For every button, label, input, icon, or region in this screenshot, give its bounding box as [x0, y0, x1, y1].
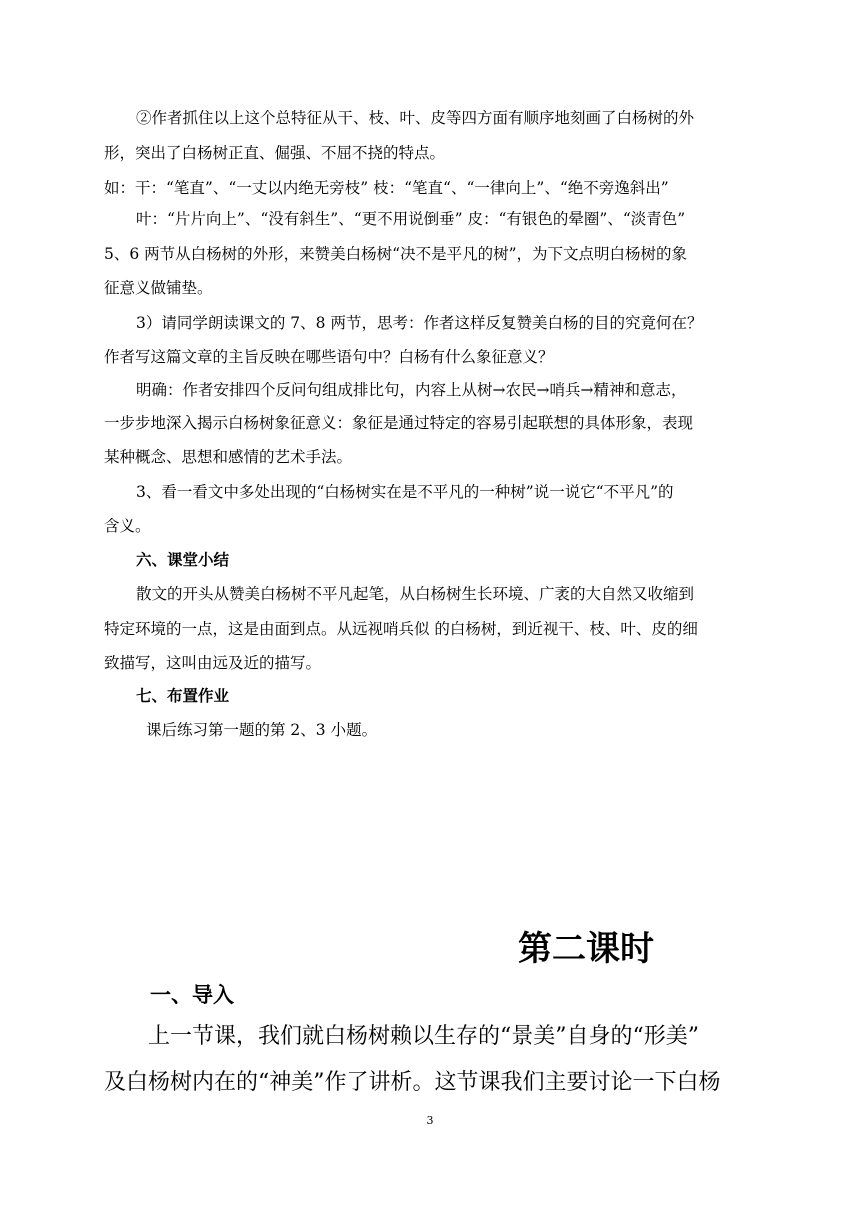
section-heading-summary: 六、课堂小结 — [136, 551, 230, 569]
paragraph-line: 一步步地深入揭示白杨树象征意义：象征是通过特定的容易引起联想的具体形象，表现 — [104, 414, 694, 432]
paragraph-line: 形，突出了白杨树正直、倔强、不屈不挠的特点。 — [104, 144, 446, 162]
lesson-title: 第二课时 — [518, 929, 654, 969]
paragraph-line: 及白杨树内在的“神美”作了讲析。这节课我们主要讨论一下白杨 — [104, 1070, 721, 1095]
paragraph-line: 散文的开头从赞美白杨树不平凡起笔，从白杨树生长环境、广袤的大自然又收缩到 — [136, 585, 695, 603]
paragraph-line: 3、看一看文中多处出现的“白杨树实在是不平凡的一种树”说一说它“不平凡”的 — [136, 483, 674, 501]
paragraph-line: 上一节课，我们就白杨树赖以生存的“景美”自身的“形美” — [148, 1024, 699, 1049]
paragraph-line: ②作者抓住以上这个总特征从干、枝、叶、皮等四方面有顺序地刻画了白杨树的外 — [136, 109, 695, 127]
paragraph-line: 如：干：“笔直”、“一丈以内绝无旁枝” 枝：“笔直“、“一律向上”、“绝不旁逸斜出” — [104, 179, 669, 197]
paragraph-line: 课后练习第一题的第 2、3 小题。 — [146, 721, 378, 739]
paragraph-line: 5、6 两节从白杨树的外形，来赞美白杨树“决不是平凡的树”，为下文点明白杨树的象 — [104, 245, 688, 263]
paragraph-line: 致描写，这叫由远及近的描写。 — [104, 654, 322, 672]
paragraph-line: 某种概念、思想和感情的艺术手法。 — [104, 448, 353, 466]
paragraph-line: 3）请同学朗读课文的 7、8 两节，思考：作者这样反复赞美白杨的目的究竟何在？ — [136, 314, 703, 332]
paragraph-line: 叶：“片片向上”、“没有斜生”、“更不用说倒垂” 皮：“有银色的晕圈”、“淡青色” — [136, 210, 686, 228]
section-heading-homework: 七、布置作业 — [136, 687, 230, 705]
page-number: 3 — [426, 1114, 434, 1127]
paragraph-line: 明确：作者安排四个反问句组成排比句，内容上从树→农民→哨兵→精神和意志， — [136, 381, 687, 399]
paragraph-line: 特定环境的一点，这是由面到点。从远视哨兵似 的白杨树，到近视干、枝、叶、皮的细 — [104, 620, 698, 638]
paragraph-line: 作者写这篇文章的主旨反映在哪些语句中？白杨有什么象征意义？ — [104, 348, 554, 366]
section-heading-intro: 一、导入 — [150, 983, 234, 1007]
paragraph-line: 征意义做铺垫。 — [104, 279, 213, 297]
paragraph-line: 含义。 — [104, 517, 151, 535]
